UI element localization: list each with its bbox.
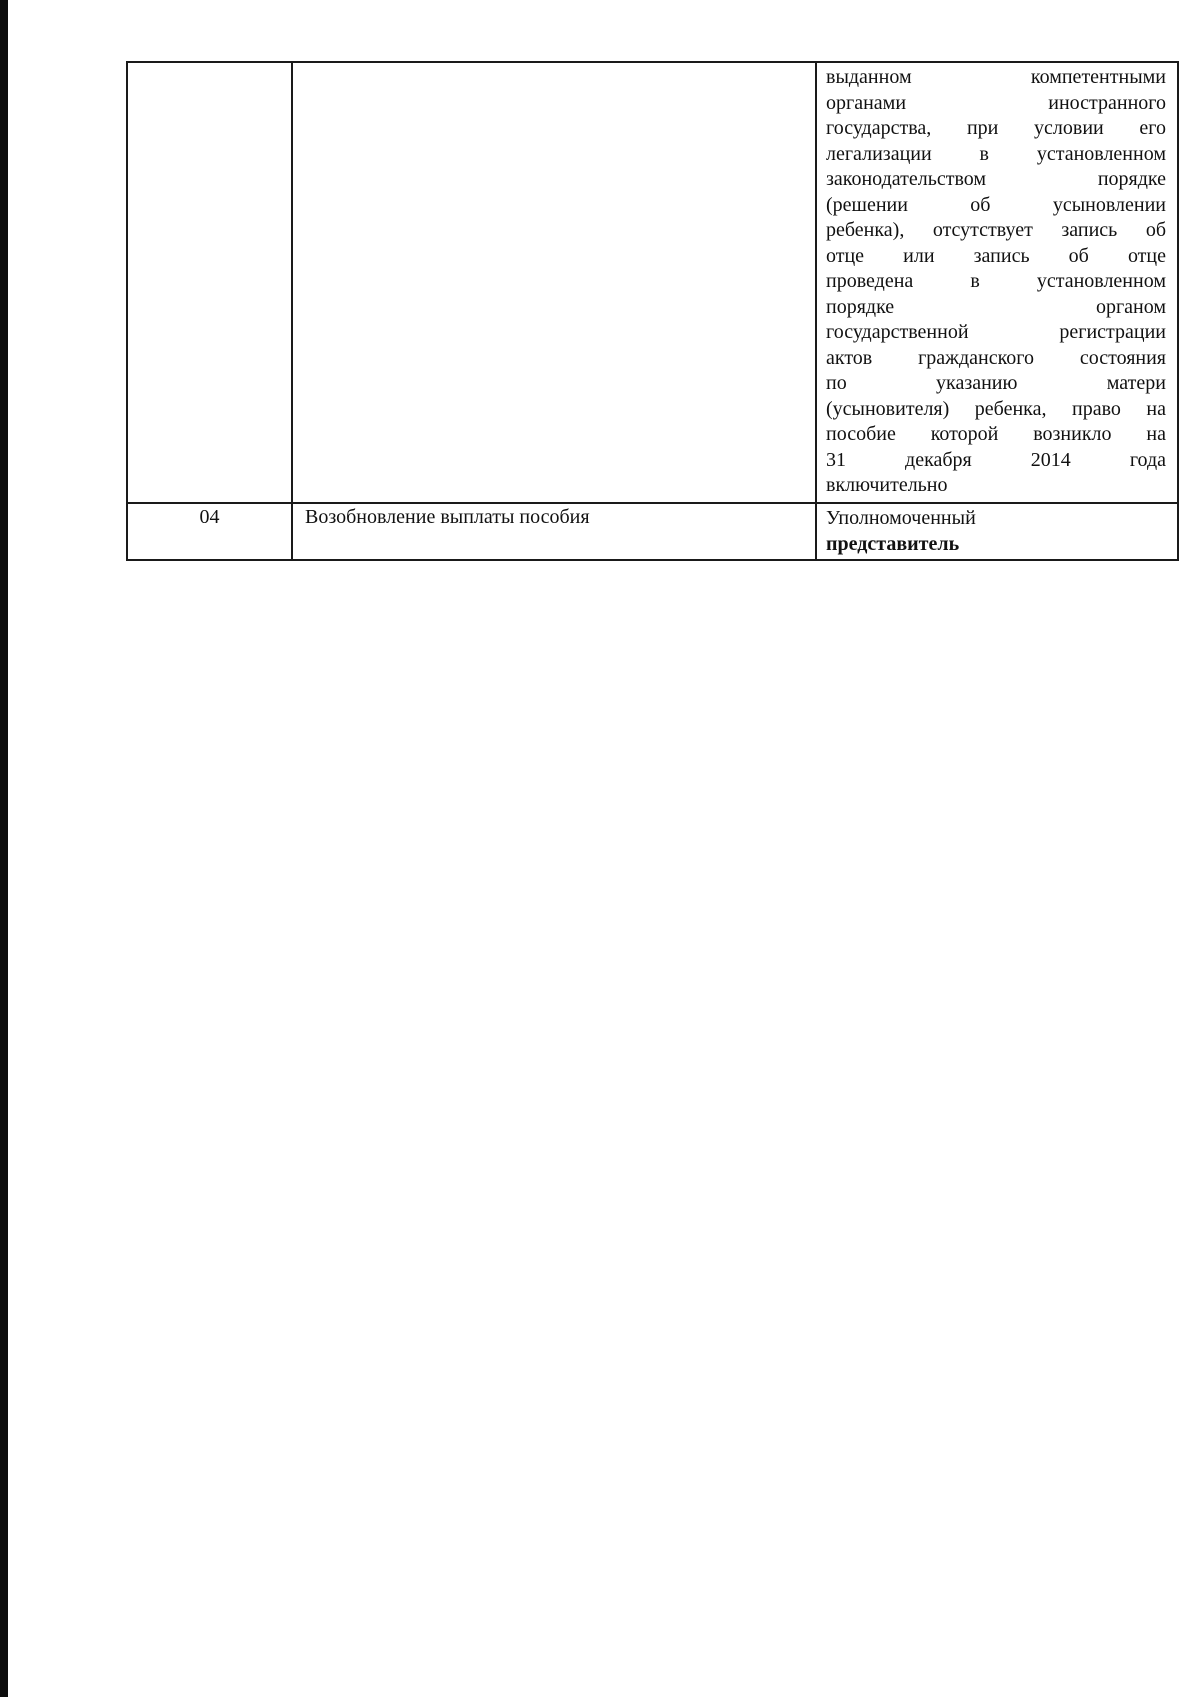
cell-name-continued xyxy=(292,62,816,503)
recipient-line: по указанию матери xyxy=(826,372,1166,394)
recipient-line: выданном компетентными xyxy=(826,66,1166,88)
recipient-line: проведена в установленном xyxy=(826,270,1166,292)
recipient-line: ребенка), отсутствует запись об xyxy=(826,219,1166,241)
cell-code-04 xyxy=(127,503,292,560)
scan-edge-shadow xyxy=(0,0,8,1697)
recipient-line: пособие которой возникло на xyxy=(826,423,1166,445)
recipient-line: порядке органом xyxy=(826,295,1166,318)
cell-recipient-04 xyxy=(816,503,1178,560)
recipient-line: государства, при условии его xyxy=(826,117,1166,139)
table-row-continued xyxy=(127,62,1178,503)
recipient-line: актов гражданского состояния xyxy=(826,346,1166,369)
recipient-line: включительно xyxy=(826,474,948,496)
recipient-line: государственной регистрации xyxy=(826,321,1166,343)
recipient-line: органами иностранного xyxy=(826,91,1166,114)
cell-name-04 xyxy=(292,503,816,560)
cell-recipient-continued xyxy=(816,62,1178,503)
recipient-04-line2: представитель xyxy=(826,532,960,555)
cell-code-continued xyxy=(127,62,292,503)
name-04-text: Возобновление выплаты пособия xyxy=(305,505,590,528)
recipient-line: (решении об усыновлении xyxy=(826,193,1166,216)
table-row-04 xyxy=(127,503,1178,560)
recipient-line: 31 декабря 2014 года xyxy=(826,448,1166,471)
recipient-line: отце или запись об отце xyxy=(826,244,1166,267)
code-04-text: 04 xyxy=(199,505,220,528)
recipient-04-line1: Уполномоченный xyxy=(826,506,976,529)
benefit-codes-table xyxy=(126,61,1179,561)
recipient-line: легализации в установленном xyxy=(826,142,1166,165)
recipient-line: законодательством порядке xyxy=(826,168,1166,190)
recipient-line: (усыновителя) ребенка, право на xyxy=(826,397,1166,420)
